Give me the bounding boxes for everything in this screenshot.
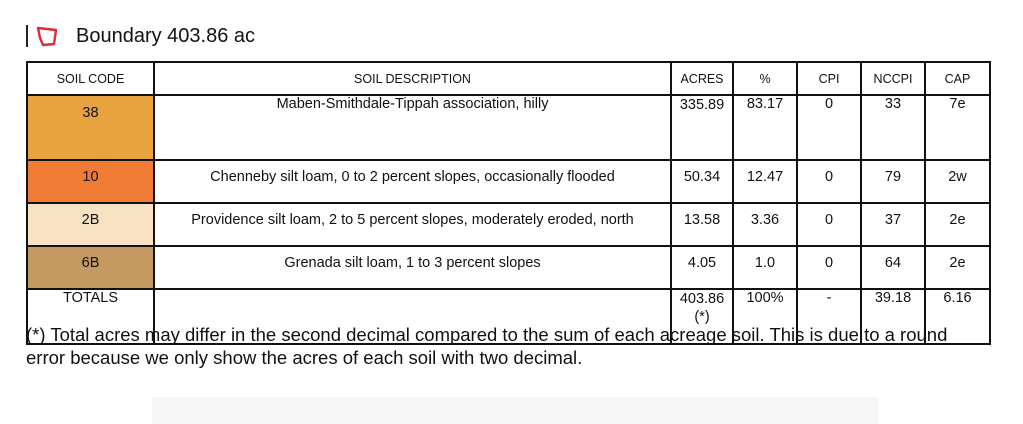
cpi-cell: 0	[797, 160, 861, 203]
soil-code-cell: 10	[27, 160, 154, 203]
soil-code-cell: 2B	[27, 203, 154, 246]
soil-code-cell: 6B	[27, 246, 154, 289]
footnote: (*) Total acres may differ in the second decimal compared to the sum of each acreage soil. This is due to a round error because we only show the acres of each soil with two decimal.	[26, 324, 948, 368]
soil-description-cell: Grenada silt loam, 1 to 3 percent slopes	[154, 246, 671, 289]
nccpi-cell: 64	[861, 246, 925, 289]
totals-cpi: -	[797, 289, 861, 344]
table-row	[27, 246, 990, 289]
soil-description-cell: Chenneby silt loam, 0 to 2 percent slopes, occasionally flooded	[154, 160, 671, 203]
table-row	[27, 203, 990, 246]
soil-table	[26, 61, 991, 345]
col-cap: CAP	[925, 62, 990, 95]
acres-cell: 13.58	[671, 203, 733, 246]
boundary-polygon-icon	[34, 24, 62, 48]
nccpi-cell: 37	[861, 203, 925, 246]
acres-cell: 50.34	[671, 160, 733, 203]
cpi-cell: 0	[797, 203, 861, 246]
boundary-title: Boundary 403.86 ac	[76, 24, 256, 47]
soil-code-cell: 38	[27, 95, 154, 160]
nccpi-cell: 33	[861, 95, 925, 160]
acres-cell: 335.89	[671, 95, 733, 160]
table-header-row	[27, 62, 990, 95]
totals-nccpi: 39.18	[861, 289, 925, 344]
totals-percent: 100%	[733, 289, 797, 344]
nccpi-cell: 79	[861, 160, 925, 203]
percent-cell: 12.47	[733, 160, 797, 203]
percent-cell: 1.0	[733, 246, 797, 289]
soil-description-cell: Providence silt loam, 2 to 5 percent slopes, moderately eroded, north	[154, 203, 671, 246]
col-soil-description: SOIL DESCRIPTION	[154, 62, 671, 95]
cap-cell: 2e	[925, 246, 990, 289]
header-bar	[26, 25, 28, 47]
acres-cell: 4.05	[671, 246, 733, 289]
percent-cell: 3.36	[733, 203, 797, 246]
col-nccpi: NCCPI	[861, 62, 925, 95]
totals-cap: 6.16	[925, 289, 990, 344]
col-acres: ACRES	[671, 62, 733, 95]
col-cpi: CPI	[797, 62, 861, 95]
cpi-cell: 0	[797, 246, 861, 289]
bottom-panel	[152, 397, 878, 424]
percent-cell: 83.17	[733, 95, 797, 160]
cpi-cell: 0	[797, 95, 861, 160]
table-row	[27, 160, 990, 203]
cap-cell: 2w	[925, 160, 990, 203]
col-percent: %	[733, 62, 797, 95]
totals-acres: 403.86(*)	[671, 289, 733, 344]
soil-description-cell: Maben-Smithdale-Tippah association, hilly	[154, 95, 671, 160]
totals-label: TOTALS	[27, 289, 154, 344]
boundary-header	[26, 22, 255, 50]
table-row	[27, 95, 990, 160]
col-soil-code: SOIL CODE	[27, 62, 154, 95]
cap-cell: 7e	[925, 95, 990, 160]
cap-cell: 2e	[925, 203, 990, 246]
